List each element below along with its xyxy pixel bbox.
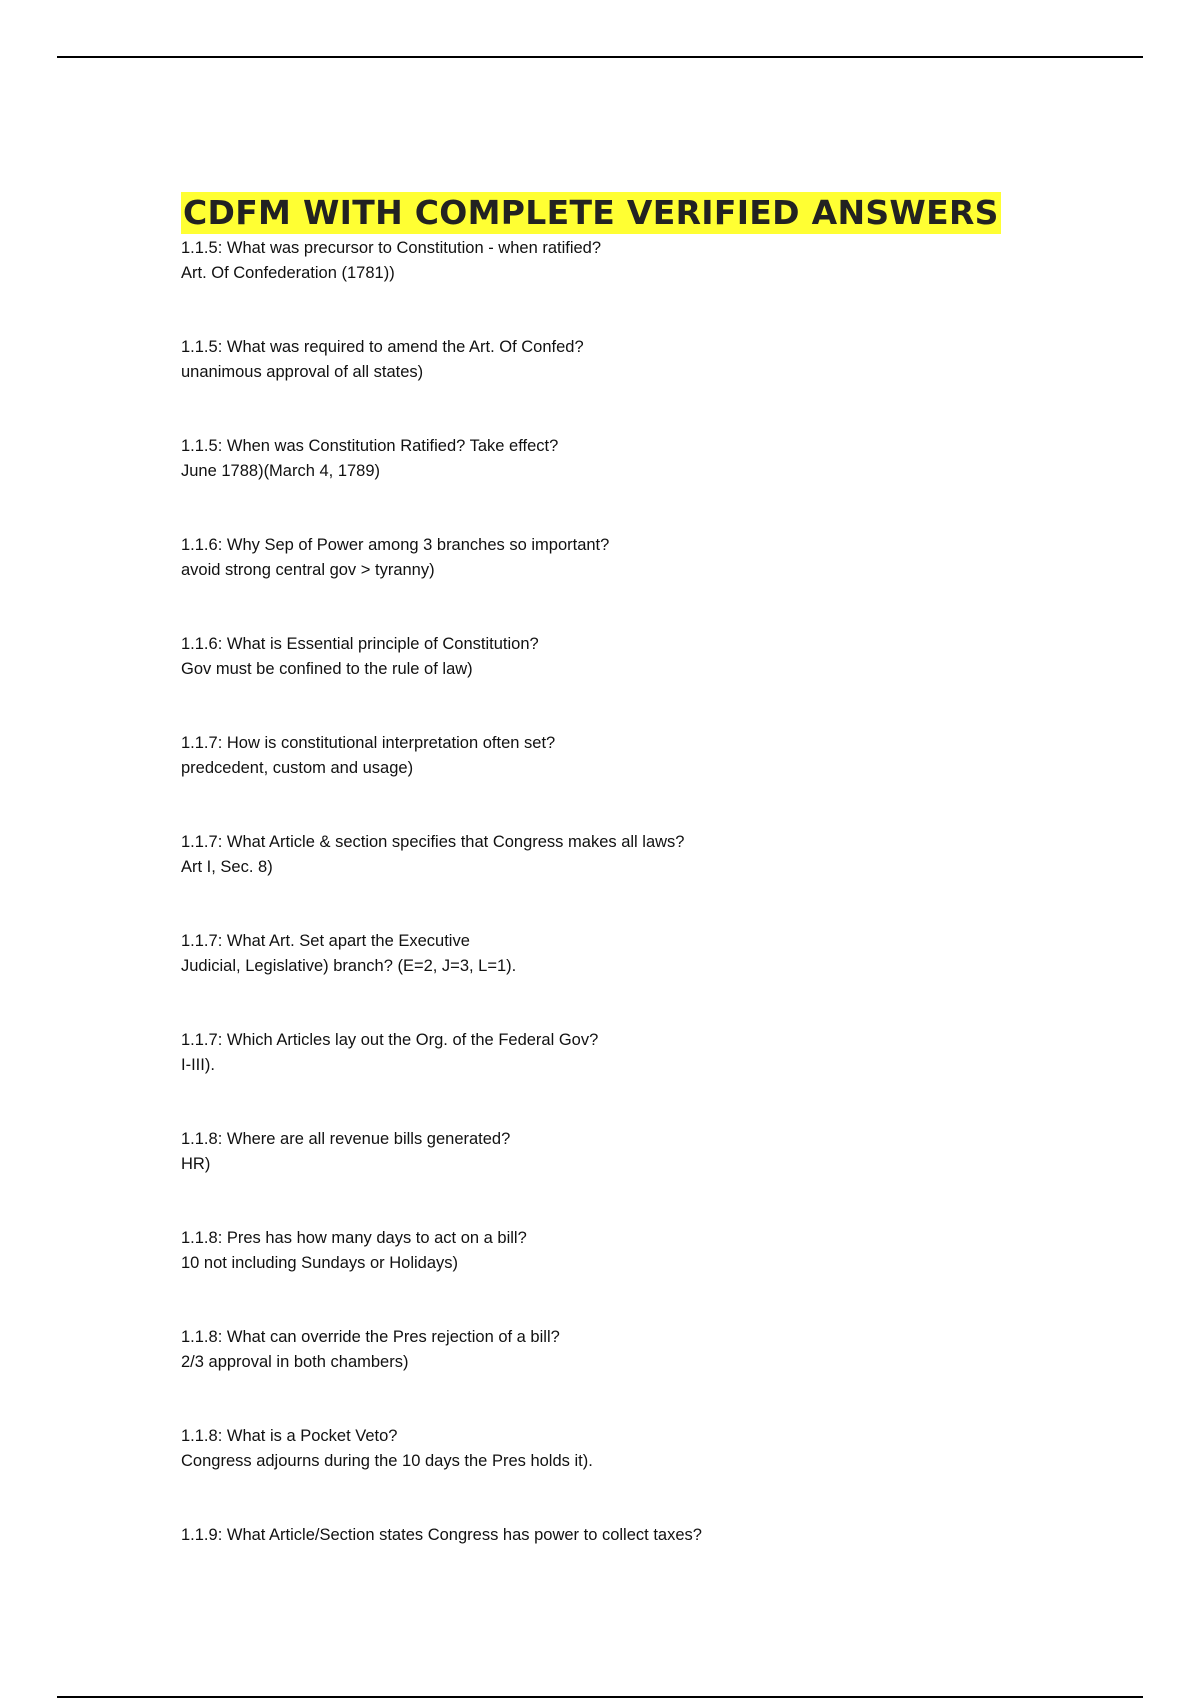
qa-item <box>181 632 1101 731</box>
question-text: 1.1.5: When was Constitution Ratified? Take effect? <box>181 437 559 455</box>
qa-list <box>181 236 1101 1622</box>
qa-item <box>181 236 1101 335</box>
qa-item <box>181 830 1101 929</box>
question-text: 1.1.7: What Article & section specifies that Congress makes all laws? <box>181 833 685 851</box>
answer-text: unanimous approval of all states) <box>181 363 424 381</box>
answer-text: 2/3 approval in both chambers) <box>181 1353 409 1371</box>
header-rule <box>57 56 1143 58</box>
qa-item <box>181 434 1101 533</box>
answer-text: Gov must be confined to the rule of law) <box>181 660 473 678</box>
answer-text: HR) <box>181 1155 211 1173</box>
question-text: 1.1.9: What Article/Section states Congress has power to collect taxes? <box>181 1526 702 1544</box>
qa-item <box>181 533 1101 632</box>
qa-item <box>181 1325 1101 1424</box>
answer-text: Art I, Sec. 8) <box>181 858 273 876</box>
question-text: 1.1.8: Pres has how many days to act on a bill? <box>181 1229 527 1247</box>
answer-text: I-III). <box>181 1056 215 1074</box>
question-text: 1.1.7: Which Articles lay out the Org. of the Federal Gov? <box>181 1031 599 1049</box>
qa-item <box>181 1424 1101 1523</box>
answer-text: avoid strong central gov > tyranny) <box>181 561 435 579</box>
question-text: 1.1.5: What was required to amend the Art. Of Confed? <box>181 338 584 356</box>
answer-text: Judicial, Legislative) branch? (E=2, J=3, L=1). <box>181 957 517 975</box>
question-text: 1.1.8: What can override the Pres rejection of a bill? <box>181 1328 560 1346</box>
question-text: 1.1.8: What is a Pocket Veto? <box>181 1427 398 1445</box>
qa-item <box>181 335 1101 434</box>
answer-text: 10 not including Sundays or Holidays) <box>181 1254 458 1272</box>
question-text: 1.1.5: What was precursor to Constitution - when ratified? <box>181 239 602 257</box>
answer-text: June 1788)(March 4, 1789) <box>181 462 381 480</box>
answer-text: Congress adjourns during the 10 days the Pres holds it). <box>181 1452 593 1470</box>
qa-item <box>181 731 1101 830</box>
qa-item <box>181 1028 1101 1127</box>
question-text: 1.1.7: How is constitutional interpretation often set? <box>181 734 556 752</box>
qa-item <box>181 1523 1101 1622</box>
answer-text: Art. Of Confederation (1781)) <box>181 264 395 282</box>
question-text: 1.1.6: Why Sep of Power among 3 branches so important? <box>181 536 610 554</box>
question-text: 1.1.8: Where are all revenue bills generated? <box>181 1130 511 1148</box>
question-text: 1.1.7: What Art. Set apart the Executive <box>181 932 470 950</box>
document-title: CDFM WITH COMPLETE VERIFIED ANSWERS <box>183 193 999 232</box>
qa-item <box>181 1226 1101 1325</box>
footer-rule <box>57 1696 1143 1698</box>
answer-text: predcedent, custom and usage) <box>181 759 414 777</box>
document-body <box>181 192 1101 1622</box>
question-text: 1.1.6: What is Essential principle of Constitution? <box>181 635 539 653</box>
qa-item <box>181 1127 1101 1226</box>
qa-item <box>181 929 1101 1028</box>
